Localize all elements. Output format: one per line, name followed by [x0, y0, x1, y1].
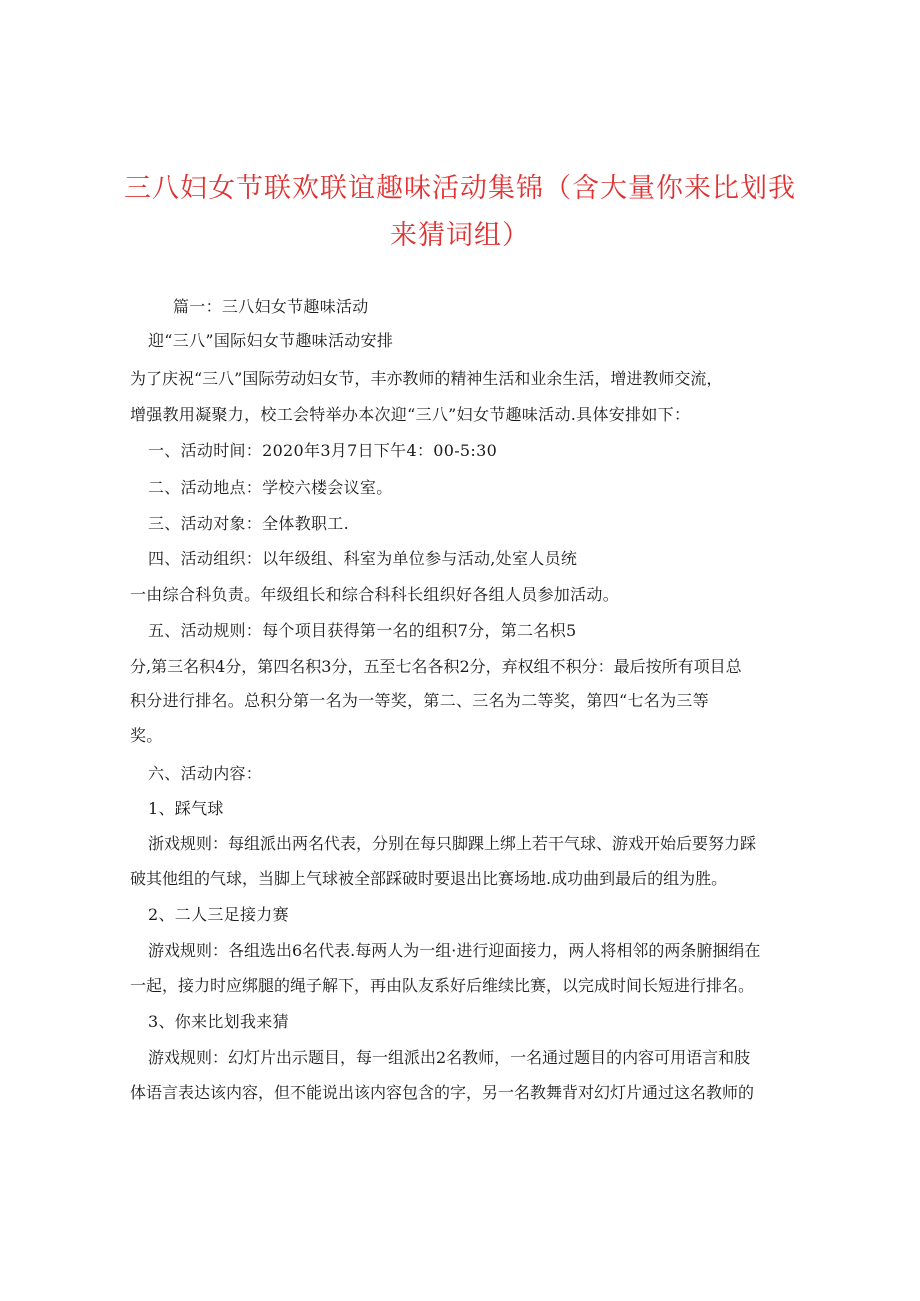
list-item: 五、活动规则：每个项目获得第一名的组积7分，第二名枳5	[148, 621, 577, 640]
paragraph-line: 浙戏规则：每组派出两名代表，分别在每只脚踝上绑上若干气球、游戏开始后要努力踩	[148, 834, 757, 853]
paragraph-line: 破其他组的气球，当脚上气球被全部踩破时要退出比赛场地.成功曲到最后的组为胜。	[130, 869, 728, 888]
paragraph-line: 为了庆祝“三八”国际劳动妇女节，丰亦教师的精神生活和业余生活，增进教师交流，	[130, 369, 723, 388]
paragraph-line: 体语言表达该内容，但不能说出该内容包含的字，另一名教舞背对幻灯片通过这名教师的	[130, 1083, 755, 1102]
paragraph-line: 游戏规则：幻灯片出示题目，每一组派出2名教师，一名通过题目的内容可用语言和肢	[148, 1048, 751, 1067]
paragraph-line: 奖。	[130, 726, 163, 745]
paragraph-line: 增强教用凝聚力，校工会特举办本次迎“三八”妇女节趣味活动.具体安排如下：	[130, 405, 691, 424]
list-item: 六、活动内容：	[148, 764, 263, 783]
paragraph-line: 分,第三名积4分，第四名积3分，五至七名各积2分，弃权组不积分：最后按所有项目总	[130, 657, 742, 676]
paragraph-line: 一起，接力时应绑腿的绳子解下，再由队友系好后维续比赛，以完成时间长短进行排名。	[130, 976, 755, 995]
list-item: 四、活动组织：以年级组、科室为单位参与活动,处室人员统	[148, 549, 578, 568]
list-item: 三、活动对象：全体教职工.	[148, 514, 349, 533]
list-item: 一、活动时间：2020年3月7日下午4：00-5:30	[148, 441, 498, 460]
section-heading: 篇一：三八妇女节趣味活动	[173, 297, 369, 316]
list-item: 3、你来比划我来猜	[148, 1012, 289, 1031]
paragraph-line: 游戏规则：各组选出6名代表.每两人为一组·进行迎面接力，两人将相邻的两条腑捆绢在	[148, 941, 761, 960]
list-item: 2、二人三足接力赛	[148, 905, 289, 924]
list-item: 1、踩气球	[148, 799, 224, 818]
paragraph-line: 一由综合科负责。年级组长和综合科科长组织好各组人员参加活动。	[130, 585, 620, 604]
list-item: 二、活动地点：学校六楼会议室。	[148, 478, 393, 497]
subheading: 迎“三八”国际妇女节趣味活动安排	[148, 331, 394, 350]
document-title: 三八妇女节联欢联谊趣味活动集锦（含大量你来比划我来猜词组）	[124, 173, 796, 251]
paragraph-line: 积分进行排名。总积分第一名为一等奖，第二、三名为二等奖，第四“七名为三等	[130, 691, 709, 710]
